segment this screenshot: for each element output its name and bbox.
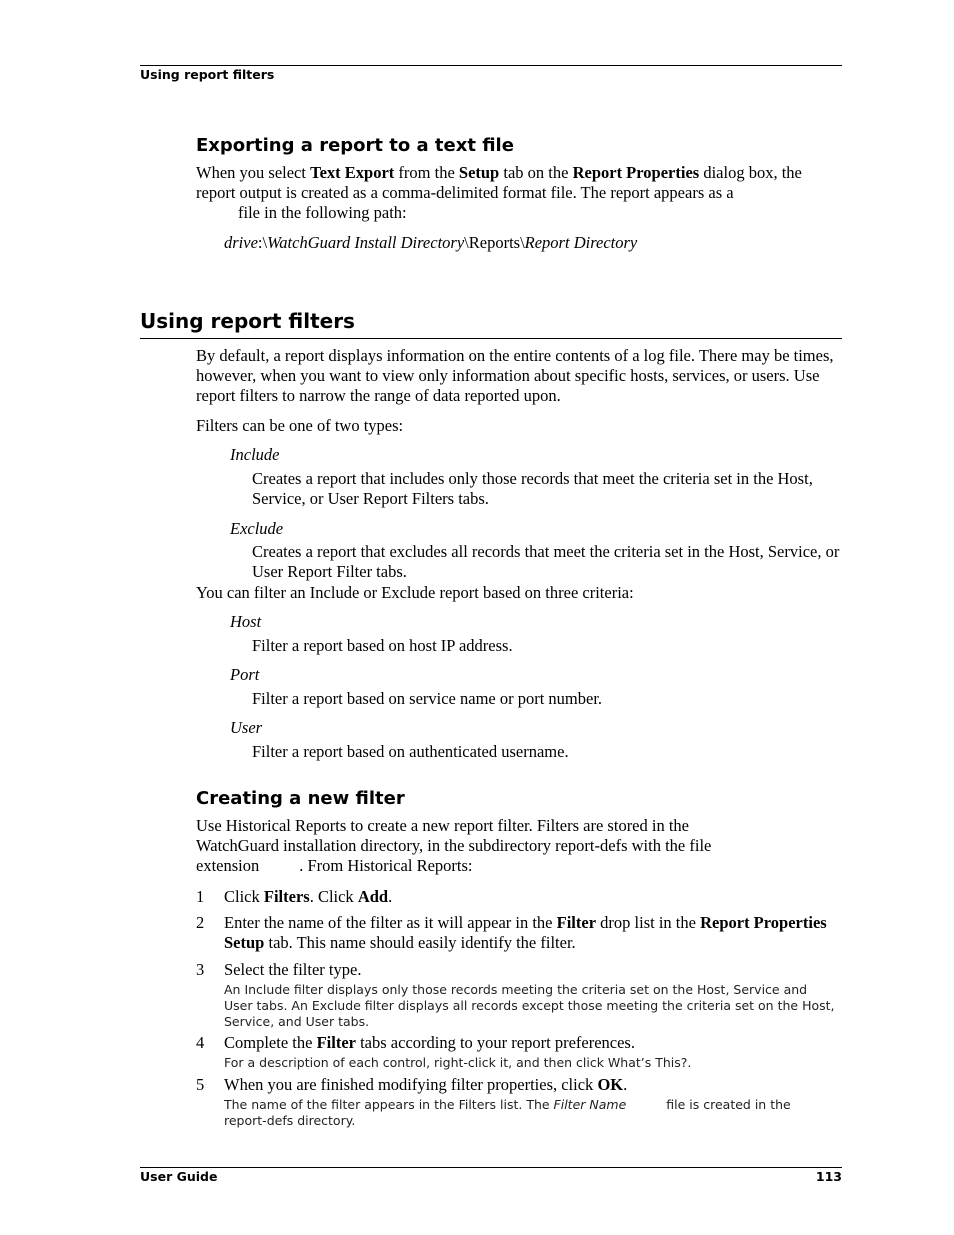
- definition-host: Filter a report based on host IP address.: [252, 636, 513, 655]
- new-filter-intro: Use Historical Reports to create a new report filter. Filters are stored in the WatchGuard installation directory, in the subdirectory report-defs with the file extension . From Historical Reports:: [196, 816, 712, 875]
- step-number: 3: [196, 960, 205, 979]
- term-exclude: Exclude: [230, 519, 284, 538]
- term-port: Port: [230, 665, 260, 684]
- step-text: Click Filters. Click Add.: [224, 887, 393, 906]
- page-number: 113: [815, 1169, 842, 1184]
- step-text: When you are finished modifying filter properties, click OK.: [224, 1075, 628, 1094]
- footer-title: User Guide: [140, 1169, 218, 1184]
- section-rule: [140, 338, 842, 339]
- heading-using-report-filters: Using report filters: [140, 309, 355, 333]
- definition-include: Creates a report that includes only those records that meet the criteria set in the Host, Service, or User Report Filters tabs.: [252, 469, 813, 508]
- step-note: For a description of each control, right-click it, and then click What’s This?.: [224, 1055, 692, 1070]
- export-path: drive:\WatchGuard Install Directory\Reports\Report Directory: [224, 233, 638, 252]
- definition-user: Filter a report based on authenticated username.: [252, 742, 569, 761]
- criteria-intro: You can filter an Include or Exclude report based on three criteria:: [196, 583, 634, 602]
- term-include: Include: [230, 445, 280, 464]
- term-host: Host: [230, 612, 262, 631]
- step-text: Enter the name of the filter as it will appear in the Filter drop list in the Report Properties Setup tab. This name should easily identify the filter.: [224, 913, 827, 952]
- definition-exclude: Creates a report that excludes all records that meet the criteria set in the Host, Service, or User Report Filter tabs.: [252, 542, 840, 581]
- step-number: 2: [196, 913, 205, 932]
- step-text: Select the filter type.: [224, 960, 362, 979]
- heading-exporting: Exporting a report to a text file: [196, 135, 514, 156]
- running-header: Using report filters: [140, 67, 275, 82]
- step-number: 5: [196, 1075, 205, 1094]
- term-user: User: [230, 718, 263, 737]
- step-number: 1: [196, 887, 205, 906]
- step-text: Complete the Filter tabs according to your report preferences.: [224, 1033, 635, 1052]
- types-intro: Filters can be one of two types:: [196, 416, 404, 435]
- filters-intro: By default, a report displays information on the entire contents of a log file. There may be times, however, when you want to view only information about specific hosts, services, or users. Use report filters to narrow the range of data reported upon.: [196, 346, 834, 405]
- heading-creating-new-filter: Creating a new filter: [196, 788, 405, 809]
- footer-rule: [140, 1167, 842, 1168]
- step-note: An Include filter displays only those records meeting the criteria set on the Host, Service and User tabs. An Exclude filter displays all records except those meeting the criteria set on the Host, Service, and User tabs.: [224, 982, 835, 1029]
- step-number: 4: [196, 1033, 205, 1052]
- export-paragraph: When you select Text Export from the Setup tab on the Report Properties dialog box, the report output is created as a comma-delimited format file. The report appears as a file in the following path:: [196, 163, 802, 222]
- definition-port: Filter a report based on service name or port number.: [252, 689, 603, 708]
- step-note: The name of the filter appears in the Filters list. The Filter Name file is created in the report-defs directory.: [224, 1097, 791, 1128]
